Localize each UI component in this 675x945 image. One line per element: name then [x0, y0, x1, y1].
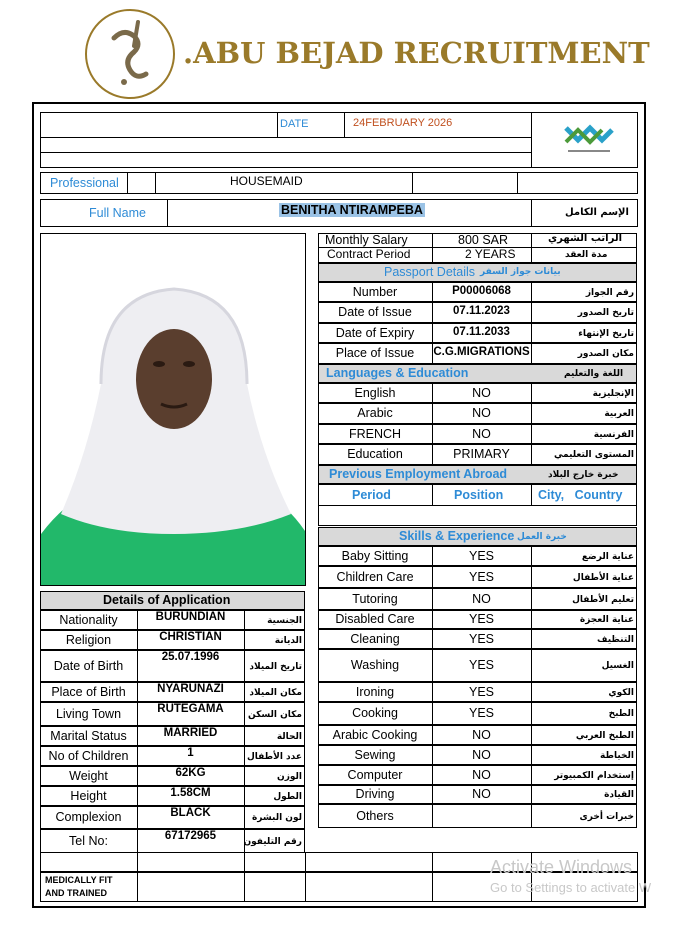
activate-windows-title: Activate Windows [490, 857, 633, 877]
skill-label-ar: الطبخ العربي [575, 731, 634, 741]
application-label: Living Town [55, 707, 122, 721]
passport-label-ar: تاريخ الصدور [577, 308, 634, 318]
passport-divider [531, 323, 532, 343]
application-value: 62KG [175, 767, 206, 779]
application-label-ar: لون البشرة [251, 813, 302, 823]
skill-value: YES [468, 658, 494, 672]
passport-label: Date of Issue [338, 305, 412, 319]
professional-row [40, 172, 638, 194]
application-divider [244, 766, 245, 786]
application-label-ar: الطول [273, 792, 302, 802]
application-divider [244, 650, 245, 682]
skill-label: Washing [350, 658, 400, 672]
skill-divider [531, 702, 532, 725]
full-name-label: Full Name [89, 206, 146, 220]
application-divider [244, 726, 245, 746]
application-divider [244, 682, 245, 702]
skill-divider [531, 804, 532, 828]
application-label-ar: مكان الميلاد [249, 688, 302, 698]
candidate-photo [40, 233, 306, 586]
professional-label: Professional [50, 176, 119, 190]
application-value: RUTEGAMA [157, 703, 224, 715]
application-divider [244, 702, 245, 726]
language-label: English [354, 386, 396, 400]
passport-value: C.G.MIGRATIONS [433, 346, 530, 358]
professional-value: HOUSEMAID [230, 174, 303, 188]
skill-divider [531, 745, 532, 765]
company-name: .ABU BEJAD RECRUITMENT [183, 36, 650, 70]
agency-network-icon [560, 120, 618, 156]
passport-value: P00006068 [452, 285, 511, 297]
passport-divider [531, 302, 532, 323]
skill-label-ar: الخياطة [600, 751, 634, 761]
language-divider [531, 383, 532, 403]
skill-value: NO [472, 592, 491, 606]
language-label-ar: الفرنسية [593, 430, 634, 440]
skill-label-ar: إستخدام الكمبيوتر [554, 771, 634, 781]
language-label-ar: المستوى التعليمي [553, 450, 634, 460]
skill-label: Computer [347, 768, 403, 782]
full-name-value: BENITHA NTIRAMPEBA [281, 203, 423, 217]
skill-divider [432, 804, 433, 828]
skill-label-ar: عناية الرضع [581, 552, 634, 562]
contract-period-value: 2 YEARS [465, 247, 516, 261]
application-value: 1.58CM [170, 787, 211, 799]
skill-value: NO [472, 787, 491, 801]
monthly-salary-label: Monthly Salary [325, 233, 408, 247]
skill-label-ar: عناية الأطفال [572, 573, 634, 583]
application-value: 1 [187, 747, 194, 759]
skill-value: YES [468, 632, 494, 646]
contract-period-ar: مدة العقد [565, 250, 608, 260]
skill-value: YES [468, 612, 494, 626]
skill-value: YES [468, 706, 494, 720]
activate-windows-subtitle: Go to Settings to activate W [490, 880, 652, 895]
monthly-salary-value: 800 SAR [458, 233, 509, 247]
employment-col-position: Position [454, 488, 504, 502]
skill-label-ar: عناية العجزة [579, 615, 634, 625]
monthly-salary-ar: الراتب الشهري [548, 233, 622, 244]
skill-divider [531, 566, 532, 588]
date-label: DATE [280, 118, 309, 130]
passport-divider [531, 282, 532, 302]
skill-label-ar: الطبخ [608, 709, 634, 719]
passport-title-ar: بيانات جواز السفر [480, 267, 561, 277]
skill-label-ar: تعليم الأطفال [572, 595, 634, 605]
skill-divider [531, 546, 532, 566]
skill-value: YES [468, 570, 494, 584]
language-value: NO [472, 386, 491, 400]
passport-label-ar: رقم الجواز [585, 288, 634, 298]
skill-label: Sewing [354, 748, 396, 762]
medical-line2: AND TRAINED [45, 888, 107, 898]
application-label: No of Children [48, 749, 129, 763]
skill-divider [531, 725, 532, 745]
skill-value: NO [472, 728, 491, 742]
application-label-ar: رقم التليفون [243, 837, 302, 847]
skill-divider [531, 610, 532, 629]
skill-divider [531, 588, 532, 610]
application-title: Details of Application [103, 593, 231, 607]
passport-section-header [318, 263, 637, 282]
application-divider [244, 610, 245, 630]
application-divider [244, 746, 245, 766]
language-divider [531, 444, 532, 465]
skill-label: Tutoring [352, 592, 398, 606]
skill-divider [531, 649, 532, 682]
skill-label: Ironing [355, 685, 395, 699]
application-label-ar: الوزن [277, 772, 302, 782]
language-value: PRIMARY [453, 447, 510, 461]
application-value: BLACK [170, 807, 211, 819]
date-value: 24FEBRUARY 2026 [353, 117, 453, 129]
passport-label: Place of Issue [335, 346, 415, 360]
application-value: MARRIED [163, 727, 218, 739]
company-logo [84, 8, 176, 100]
application-value: CHRISTIAN [159, 631, 222, 643]
skill-value: NO [472, 748, 491, 762]
employment-col-period: Period [352, 488, 391, 502]
application-divider [244, 806, 245, 829]
application-label: Nationality [59, 613, 118, 627]
skill-label: Cooking [352, 706, 398, 720]
skill-label: Others [356, 809, 394, 823]
application-divider [244, 786, 245, 806]
employment-title-ar: خبرة خارج البلاد [548, 470, 619, 480]
skill-label-ar: خبرات أخرى [579, 812, 634, 822]
application-value: 67172965 [164, 830, 217, 842]
skill-label-ar: الكوي [608, 688, 634, 698]
passport-title: Passport Details [384, 265, 476, 279]
skill-divider [531, 765, 532, 785]
skill-label: Baby Sitting [341, 549, 409, 563]
application-label-ar: تاريخ الميلاد [249, 662, 302, 672]
skill-divider [531, 785, 532, 804]
language-label-ar: الإنجليزية [592, 389, 634, 399]
passport-label: Number [352, 285, 398, 299]
application-value: BURUNDIAN [155, 611, 226, 623]
language-value: NO [472, 406, 491, 420]
skills-title: Skills & Experience [399, 529, 515, 543]
language-divider [531, 424, 532, 444]
application-value: NYARUNAZI [157, 683, 224, 695]
application-label-ar: الحالة [276, 732, 302, 742]
language-value: NO [472, 427, 491, 441]
application-label: Height [70, 789, 107, 803]
application-label-ar: مكان السكن [248, 710, 302, 720]
application-label: Tel No: [69, 834, 108, 848]
skill-label-ar: الغسيل [601, 661, 634, 671]
languages-title-ar: اللغة والتعليم [564, 369, 624, 379]
skill-label-ar: القيادة [604, 790, 634, 800]
skill-value: YES [468, 549, 494, 563]
application-label: Religion [65, 633, 112, 647]
application-label-ar: الجنسية [267, 616, 302, 626]
skill-divider [531, 682, 532, 702]
application-label-ar: عدد الأطفال [246, 752, 302, 762]
passport-label-ar: مكان الصدور [577, 349, 634, 359]
application-value: 25.07.1996 [161, 651, 220, 663]
skills-title-ar: خبرة العمل [517, 532, 567, 542]
skill-divider [531, 629, 532, 649]
skill-value: NO [472, 768, 491, 782]
medical-line1: MEDICALLY FIT [45, 875, 113, 885]
skill-label-ar: التنظيف [597, 635, 634, 645]
skill-label: Arabic Cooking [332, 728, 418, 742]
application-label: Date of Birth [53, 659, 124, 673]
passport-divider [531, 343, 532, 364]
application-label: Complexion [55, 810, 122, 824]
skill-label: Cleaning [350, 632, 400, 646]
employment-title: Previous Employment Abroad [329, 467, 508, 481]
application-label-ar: الديانة [274, 636, 302, 646]
language-divider [531, 403, 532, 424]
skill-label: Driving [355, 787, 395, 801]
passport-label: Date of Expiry [335, 326, 415, 340]
languages-title: Languages & Education [326, 366, 469, 380]
header-box [40, 112, 638, 168]
skill-value: YES [468, 685, 494, 699]
skill-label: Children Care [336, 570, 414, 584]
full-name-ar: الإسم الكامل [565, 207, 629, 218]
passport-label-ar: تاريخ الإنتهاء [578, 329, 634, 339]
skill-label: Disabled Care [335, 612, 415, 626]
employment-col-country: City, Country [538, 488, 623, 502]
language-label: FRENCH [348, 427, 402, 441]
application-label: Marital Status [50, 729, 127, 743]
contract-period-label: Contract Period [327, 247, 411, 261]
application-label: Weight [69, 769, 108, 783]
language-label-ar: العربية [604, 409, 634, 419]
application-label: Place of Birth [51, 685, 126, 699]
application-divider [244, 630, 245, 650]
passport-value: 07.11.2023 [453, 305, 510, 317]
passport-value: 07.11.2033 [453, 326, 510, 338]
language-label: Education [347, 447, 403, 461]
language-label: Arabic [357, 406, 393, 420]
